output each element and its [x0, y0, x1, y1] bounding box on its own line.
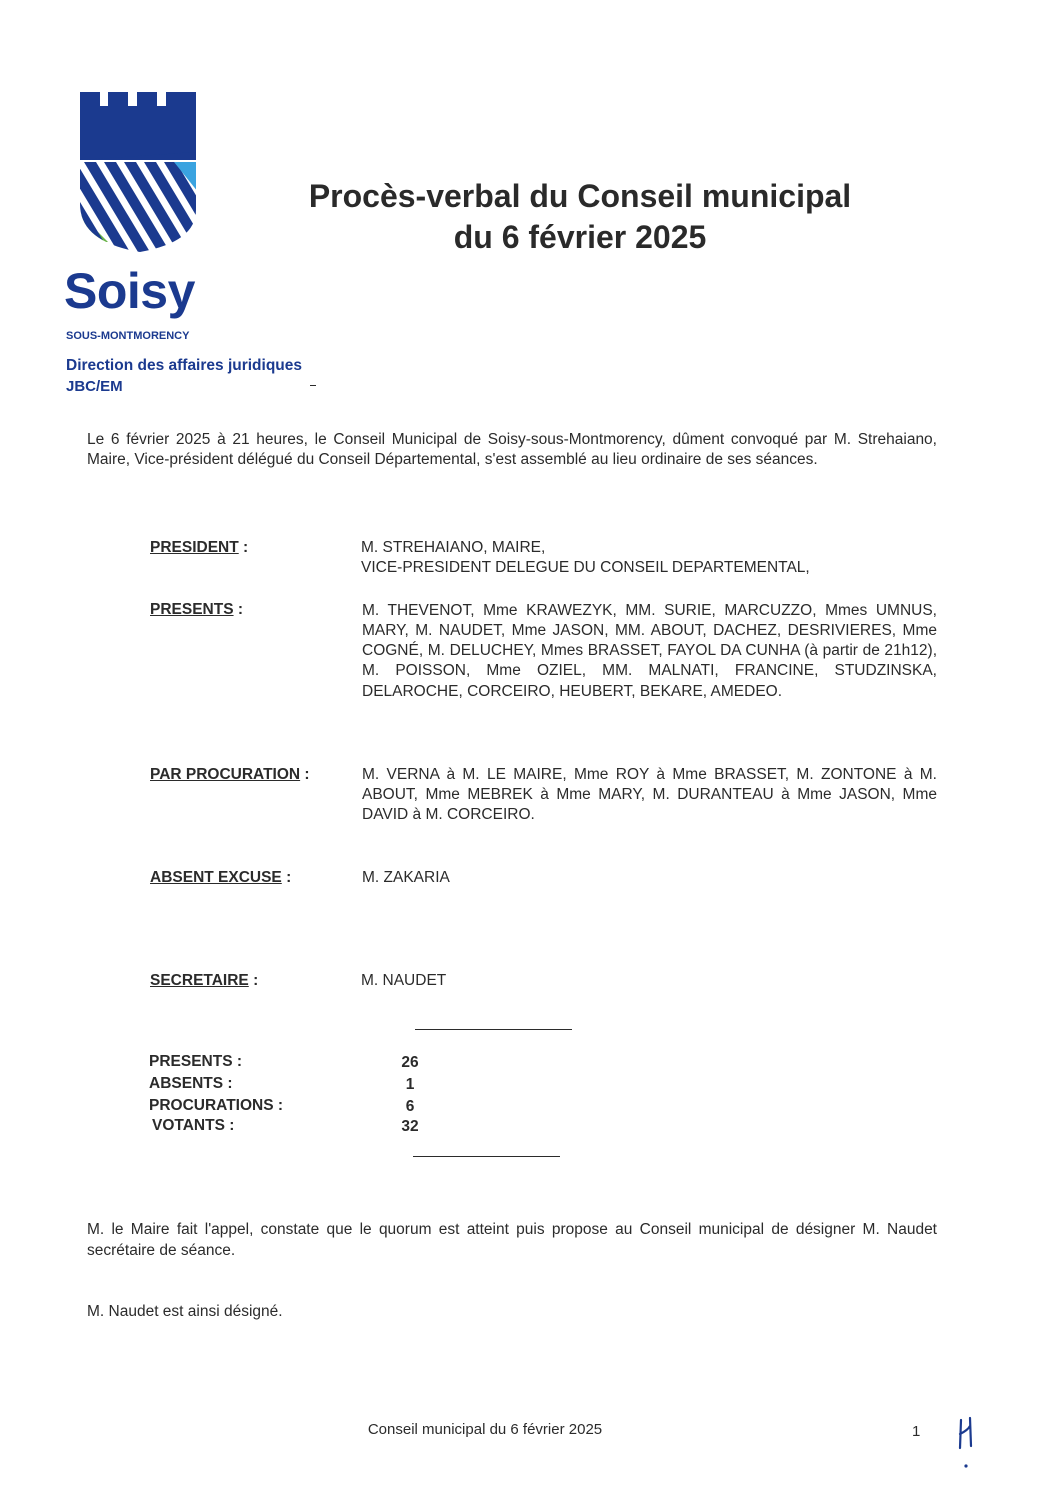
count-value-procurations: 6 [405, 1098, 415, 1115]
department-name: Direction des affaires juridiques [66, 357, 303, 374]
logo-wordmark: Soisy [64, 263, 195, 319]
small-dash [310, 385, 316, 386]
president-label-suffix: : [238, 539, 249, 556]
secretaire-value: M. NAUDET [361, 972, 447, 989]
procuration-label [150, 765, 310, 785]
presents-label-suffix: : [233, 601, 244, 618]
secretaire-label-suffix: : [248, 972, 259, 989]
department-reference: JBC/EM [66, 378, 123, 395]
absent-value: M. ZAKARIA [362, 869, 450, 886]
president-label-text: PRESIDENT [150, 539, 239, 556]
president-line-1: M. STREHAIANO, MAIRE, [361, 539, 546, 556]
presents-label [150, 600, 243, 620]
footer-text: Conseil municipal du 6 février 2025 [367, 1421, 603, 1438]
procuration-label-text: PAR PROCURATION [150, 766, 301, 783]
count-value-votants: 32 [401, 1118, 419, 1135]
absent-label-suffix: : [281, 869, 292, 886]
counts-top-rule [415, 1029, 572, 1030]
count-label-presents: PRESENTS : [149, 1053, 243, 1070]
president-label [150, 538, 248, 558]
count-label-procurations: PROCURATIONS : [149, 1097, 284, 1114]
title-line-2: du 6 février 2025 [453, 218, 707, 255]
paragraph-appel: M. le Maire fait l'appel, constate que le quorum est atteint puis propose au Conseil municipal de désigner M. Naudet secrétaire de séance. [87, 1221, 937, 1260]
secretaire-label-text: SECRETAIRE [150, 972, 249, 989]
intro-paragraph: Le 6 février 2025 à 21 heures, le Conseil Municipal de Soisy-sous-Montmorency, dûment convoqué par M. Strehaiano, Maire, Vice-président délégué du Conseil Départemental, s'est assemblé au lieu ordinaire de ses séances. [87, 431, 937, 469]
logo-subtitle: SOUS-MONTMORENCY [66, 330, 190, 342]
presents-label-text: PRESENTS [150, 601, 234, 618]
page-title [250, 176, 910, 258]
count-value-absents: 1 [405, 1076, 415, 1093]
absent-label [150, 868, 291, 888]
soisy-logo-emblem [78, 92, 198, 252]
absent-label-text: ABSENT EXCUSE [150, 869, 282, 886]
counts-bottom-rule [413, 1156, 560, 1157]
count-label-votants: VOTANTS : [152, 1117, 235, 1134]
procuration-value: M. VERNA à M. LE MAIRE, Mme ROY à Mme BRASSET, M. ZONTONE à M. ABOUT, Mme MEBREK à Mme MARY, M. DURANTEAU à Mme JASON, Mme DAVID à M. CORCEIRO. [362, 766, 937, 824]
handwritten-initials-icon [954, 1414, 980, 1470]
count-value-presents: 26 [401, 1054, 419, 1071]
title-line-1: Procès-verbal du Conseil municipal [308, 178, 852, 214]
presents-value: M. THEVENOT, Mme KRAWEZYK, MM. SURIE, MARCUZZO, Mmes UMNUS, MARY, M. NAUDET, Mme JASON, MM. ABOUT, DACHEZ, DESRIVIERES, Mme COGNÉ, M. DELUCHEY, Mmes BRASSET, FAYOL DA CUNHA (à partir de 21h12), M. POISSON, Mme OZIEL, MM. MALNATI, FRANCINE, STUDZINSKA, DELAROCHE, CORCEIRO, HEUBERT, BEKARE, AMEDEO. [362, 602, 937, 700]
president-value [361, 538, 941, 578]
procuration-label-suffix: : [300, 766, 310, 783]
page-number: 1 [912, 1423, 921, 1440]
secretaire-label [150, 971, 258, 991]
paragraph-designe: M. Naudet est ainsi désigné. [87, 1303, 283, 1320]
president-line-2: VICE-PRESIDENT DELEGUE DU CONSEIL DEPARTEMENTAL, [361, 559, 810, 577]
count-label-absents: ABSENTS : [149, 1075, 233, 1092]
